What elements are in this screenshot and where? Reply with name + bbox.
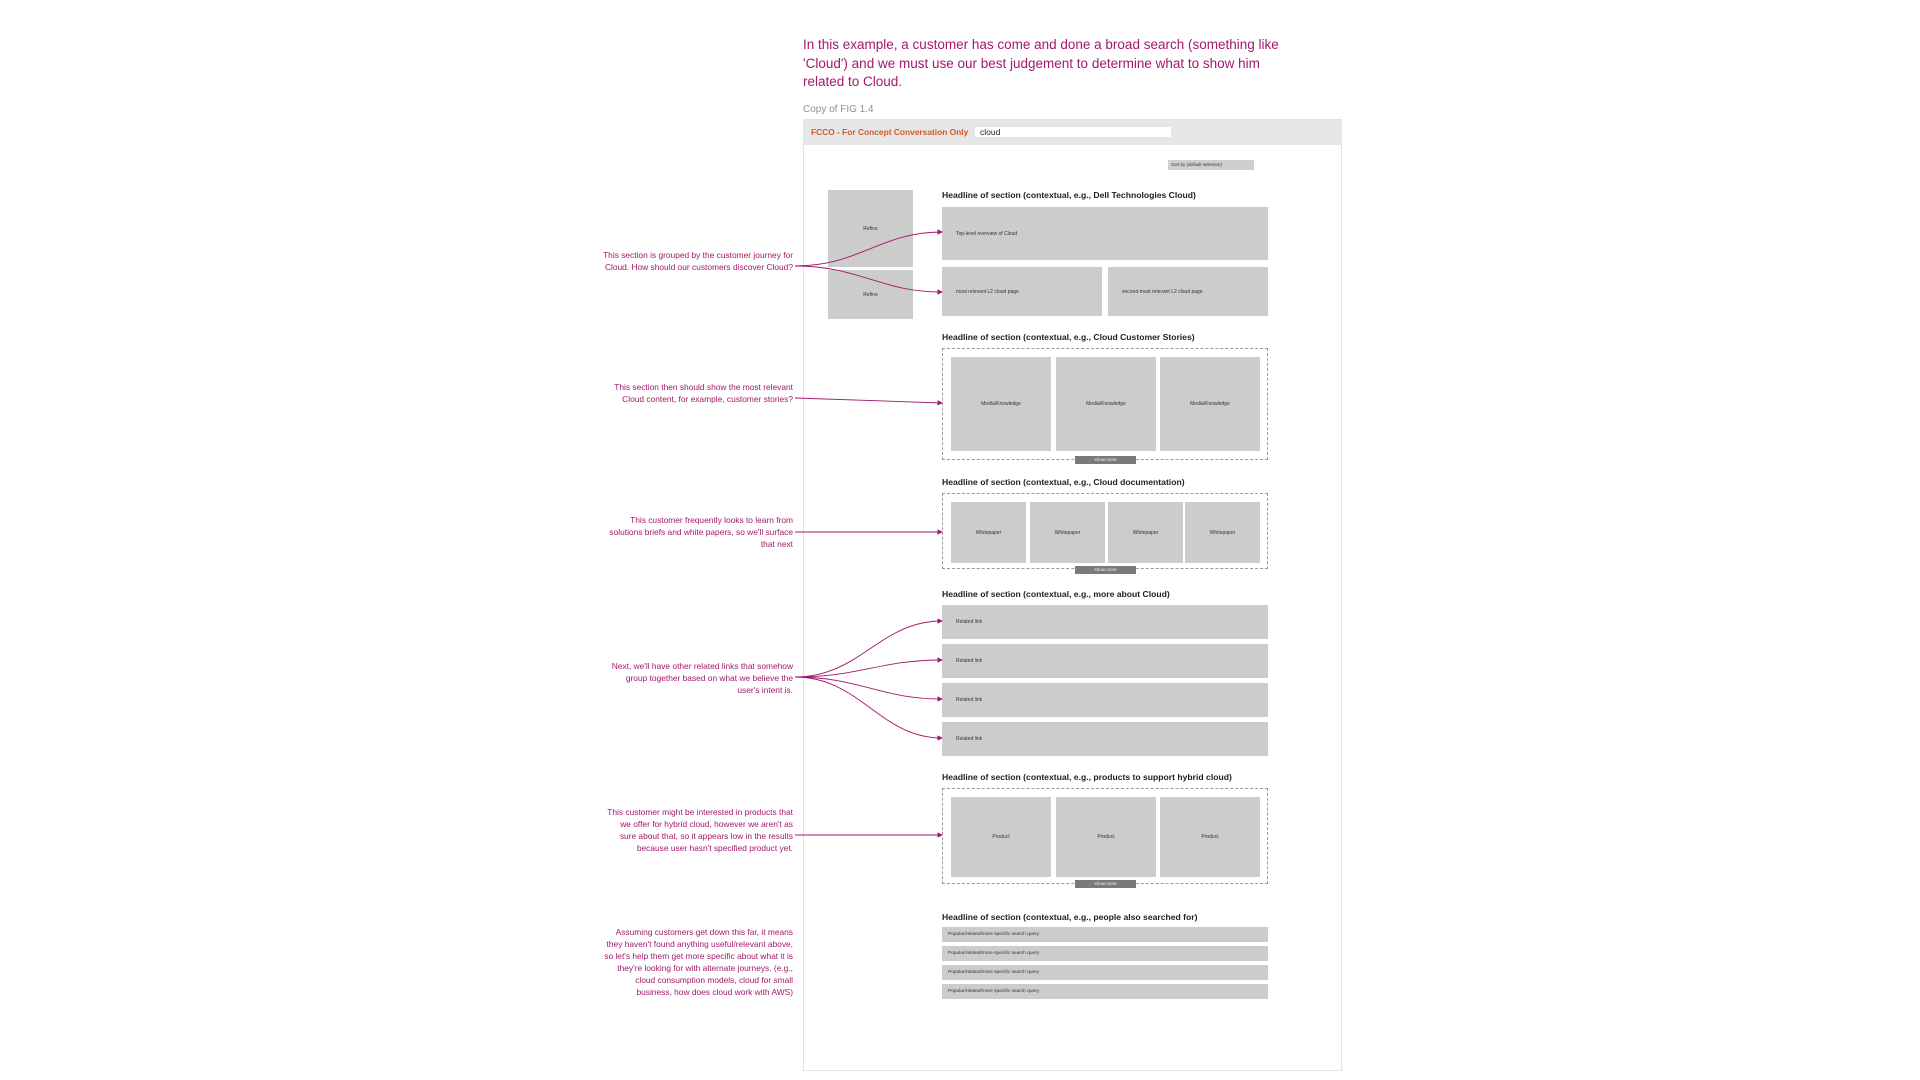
l2-page-card[interactable]: most relevant L2 cloud page xyxy=(942,267,1102,316)
media-card[interactable]: Media/Knowledge xyxy=(1056,357,1156,451)
product-card[interactable]: Product xyxy=(1160,797,1260,877)
search-query-suggestion[interactable]: Popular/related/more specific search query xyxy=(942,965,1268,980)
whitepaper-card[interactable]: Whitepaper xyxy=(1108,502,1183,563)
whitepaper-card[interactable]: Whitepaper xyxy=(1030,502,1105,563)
section-headline-products: Headline of section (contextual, e.g., products to support hybrid cloud) xyxy=(942,772,1232,782)
search-query-suggestion[interactable]: Popular/related/more specific search query xyxy=(942,927,1268,942)
section-headline-dell-cloud: Headline of section (contextual, e.g., Dell Technologies Cloud) xyxy=(942,190,1196,200)
related-link[interactable]: Related link xyxy=(942,683,1268,717)
figure-caption: Copy of FIG 1.4 xyxy=(803,104,874,115)
section-headline-people-also-searched: Headline of section (contextual, e.g., people also searched for) xyxy=(942,912,1198,922)
section-headline-more-about: Headline of section (contextual, e.g., more about Cloud) xyxy=(942,589,1170,599)
related-link[interactable]: Related link xyxy=(942,644,1268,678)
intro-text: In this example, a customer has come and done a broad search (something like 'Cloud') and we must use our best judgement to determine what to show him related to Cloud. xyxy=(803,37,1279,89)
annotation-note-content: This section then should show the most relevant Cloud content, for example, customer stories? xyxy=(614,382,793,404)
annotation-note-related-links: Next, we'll have other related links that somehow group together based on what we believe the user's intent is. xyxy=(611,661,793,695)
search-query-suggestion[interactable]: Popular/related/more specific search query xyxy=(942,946,1268,961)
search-input[interactable]: cloud xyxy=(975,127,1171,137)
media-card[interactable]: Media/Knowledge xyxy=(951,357,1051,451)
whitepaper-card[interactable]: Whitepaper xyxy=(951,502,1026,563)
annotation-note-whitepapers: This customer frequently looks to learn from solutions briefs and white papers, so we'll surface that next xyxy=(609,515,793,549)
annotation-note-journey: This section is grouped by the customer journey for Cloud. How should our customers discover Cloud? xyxy=(603,250,793,272)
refine-filter-box[interactable]: Refine xyxy=(828,190,913,267)
brand-label: FCCO - For Concept Conversation Only xyxy=(811,127,969,137)
section-headline-customer-stories: Headline of section (contextual, e.g., Cloud Customer Stories) xyxy=(942,332,1195,342)
l2-page-card[interactable]: second-most relevant L2 cloud page xyxy=(1108,267,1268,316)
show-more-button[interactable]: show more xyxy=(1075,566,1136,574)
annotation-note-products: This customer might be interested in products that we offer for hybrid cloud, however we aren't as sure about that, so it appears low in the results because user hasn't specified product yet. xyxy=(607,807,793,853)
annotation-note-alternate-journeys: Assuming customers get down this far, it means they haven't found anything useful/relevant above, so let's help them get more specific about what it is they're looking for with alternate journeys. (e.g., cloud consumption models, cloud for small business, how does cloud work with AWS) xyxy=(604,927,793,997)
product-card[interactable]: Product xyxy=(1056,797,1156,877)
section-headline-documentation: Headline of section (contextual, e.g., Cloud documentation) xyxy=(942,477,1185,487)
related-link[interactable]: Related link xyxy=(942,722,1268,756)
search-query-suggestion[interactable]: Popular/related/more specific search query xyxy=(942,984,1268,999)
refine-filter-box[interactable]: Refine xyxy=(828,270,913,319)
overview-card[interactable]: Top-level overview of Cloud xyxy=(942,207,1268,260)
show-more-button[interactable]: show more xyxy=(1075,456,1136,464)
media-card[interactable]: Media/Knowledge xyxy=(1160,357,1260,451)
whitepaper-card[interactable]: Whitepaper xyxy=(1185,502,1260,563)
sort-dropdown[interactable]: Sort by (default selection) xyxy=(1168,160,1254,170)
product-card[interactable]: Product xyxy=(951,797,1051,877)
show-more-button[interactable]: show more xyxy=(1075,880,1136,888)
related-link[interactable]: Related link xyxy=(942,605,1268,639)
